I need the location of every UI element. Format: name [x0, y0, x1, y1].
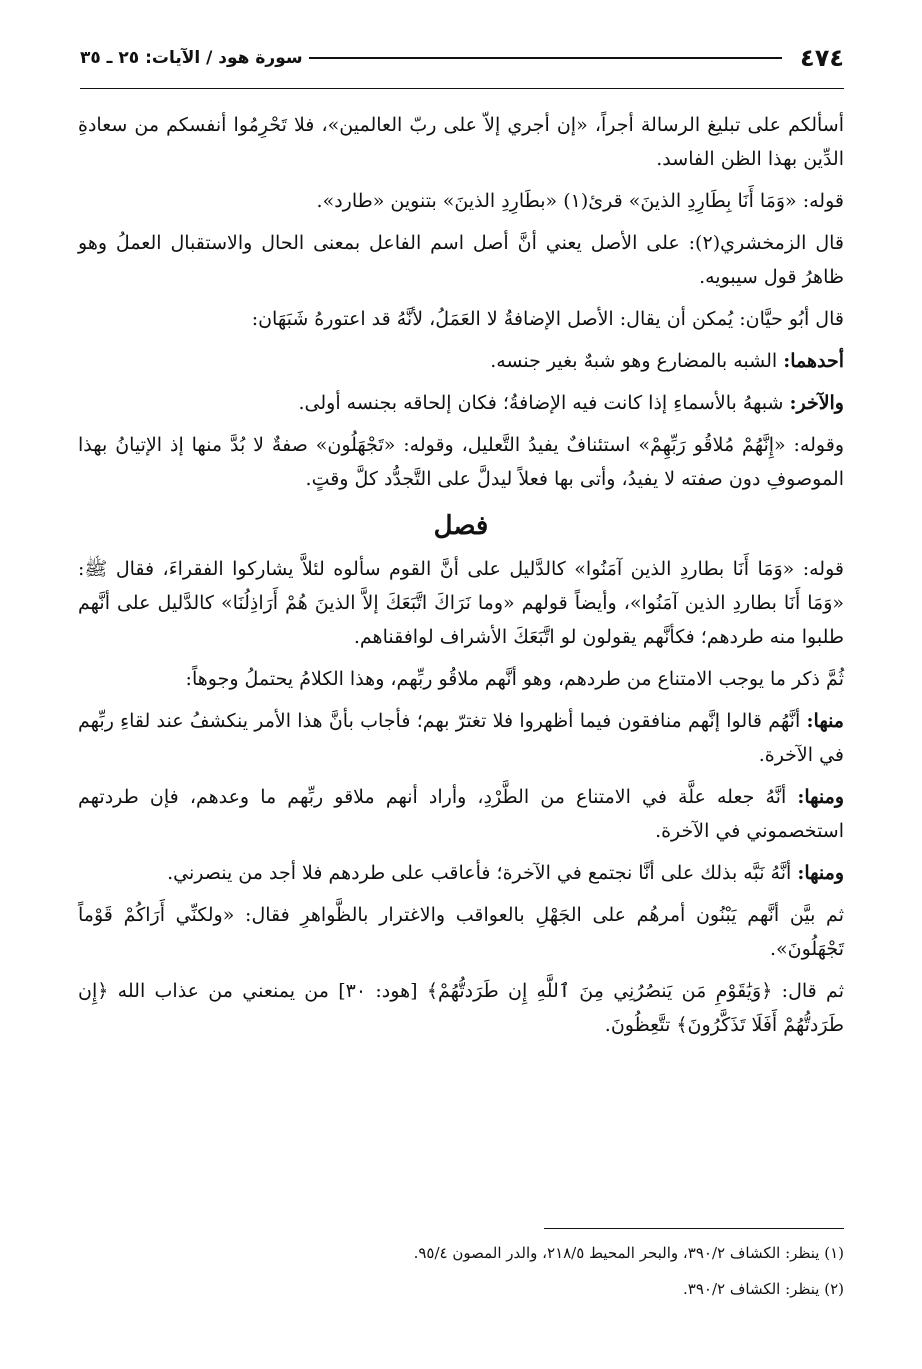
paragraph	[78, 302, 844, 336]
paragraph	[78, 386, 844, 420]
paragraph	[78, 226, 844, 294]
paragraph-lead: ومنها:	[797, 862, 844, 884]
footnote: (٢) ينظر: الكشاف ٣٩٠/٢.	[683, 1280, 844, 1298]
paragraph-lead: منها:	[806, 710, 844, 732]
running-header	[80, 38, 844, 78]
paragraph-lead: والآخر:	[789, 392, 844, 414]
footnote-divider	[544, 1228, 844, 1229]
paragraph-text: شبههُ بالأسماءِ إذا كانت فيه الإضافةُ؛ فكان إلحاقه بجنسه أولى.	[298, 392, 790, 414]
paragraph	[78, 184, 844, 218]
paragraph-text: وقوله: «إِنَّهُمْ مُلاقُو رَبِّهِمْ» استئنافٌ يفيدُ التَّعليل، وقوله: «تَجْهَلُون» صفةٌ لا بُدَّ منها إذ الإتيانُ بهذا الموصوفِ دون صفته لا يفيدُ، وأتى بها فعلاً ليدلَّ على التَّجدُّد كلَّ وقتٍ.	[78, 434, 844, 490]
paragraph	[78, 974, 844, 1042]
paragraph-text: قوله: «وَمَا أَنَا بطاردِ الذين آمَنُوا» كالدَّليل على أنَّ القوم سألوه لئلاَّ يشاركوا الفقراءَ، فقال ﷺ: «وَمَا أَنَا بطاردِ الذين آمَنُوا»، وأيضاً قولهم «وما نَرَاكَ اتَّبَعَكَ إلاَّ الذينَ هُمْ أَرَاذِلُنَا» كالدَّليل على أنَّهم طلبوا منه طردهم؛ فكأنَّهم يقولون لو اتَّبَعَكَ الأشراف لوافقناهم.	[78, 558, 844, 648]
running-title: سورة هود / الآيات: ٢٥ ـ ٣٥	[80, 48, 303, 68]
paragraph-text: قوله: «وَمَا أَنَا بِطَارِدِ الذينَ» قرئ(١) «بطَارِدِ الذينَ» بتنوين «طارد».	[316, 190, 844, 212]
paragraph	[78, 662, 844, 696]
page-number: ٤٧٤	[800, 44, 844, 72]
header-rule	[309, 57, 782, 59]
paragraph-lead: أحدهما:	[783, 350, 844, 372]
paragraph-text: ثُمَّ ذكر ما يوجب الامتناع من طردهم، وهو أنَّهم ملاقُو ربِّهم، وهذا الكلامُ يحتملُ وجوهاً:	[185, 668, 844, 690]
paragraph-text: أنَّهُ جعله علَّة في الامتناع من الطَّرْدِ، وأراد أنهم ملاقو ربِّهم ما وعدهم، فإن طردتهم استخصموني في الآخرة.	[78, 786, 844, 842]
paragraph-text: ثم قال: ﴿وَيَٰقَوْمِ مَن يَنصُرُنِي مِنَ ٱللَّهِ إِن طَرَدتُّهُمْ﴾ [هود: ٣٠] من يمنعني من عذاب الله ﴿إِن طَرَدتُّهُمْ أَفَلَا تَذَكَّرُونَ﴾ تتَّعِظُونَ.	[78, 980, 844, 1036]
main-text	[78, 108, 844, 1050]
paragraph	[78, 108, 844, 176]
paragraph	[78, 552, 844, 654]
paragraph	[78, 780, 844, 848]
paragraph-lead: ومنها:	[797, 786, 844, 808]
paragraph-text: أنَّهُ نَبَّه بذلك على أنَّا نجتمع في الآخرة؛ فأعاقب على طردهم فلا أجد من ينصرني.	[167, 862, 798, 884]
paragraph-text: أنَّهُم قالوا إنَّهم منافقون فيما أظهروا فلا تغترّ بهم؛ فأجاب بأنَّ هذا الأمر ينكشفُ عند لقاءِ ربِّهم في الآخرة.	[78, 710, 844, 766]
paragraph-text: أسألكم على تبليغ الرسالة أجراً، «إن أجري إلاّ على ربّ العالمين»، فلا تَحْرِمُوا أنفسكم من سعادةِ الدِّين بهذا الظن الفاسد.	[78, 114, 844, 170]
paragraph-text: قال الزمخشري(٢): على الأصل يعني أنَّ أصل اسم الفاعل بمعنى الحال والاستقبال العملُ وهو ظاهرُ قول سيبويه.	[78, 232, 844, 288]
paragraph	[78, 344, 844, 378]
paragraph	[78, 428, 844, 496]
paragraph-text: الشبه بالمضارع وهو شبهٌ بغير جنسه.	[490, 350, 784, 372]
section-heading: فصل	[433, 511, 489, 541]
paragraph-text: قال أبُو حيَّان: يُمكن أن يقال: الأصل الإضافةُ لا العَمَلُ، لأنَّهُ قد اعتورهُ شَبَهَان:	[251, 308, 844, 330]
paragraph-text: ثم بيَّن أنَّهم يَبْنُون أمرهُم على الجَهْلِ بالعواقب والاغترار بالظَّواهرِ فقال: «ولكنِّي أَرَاكُمْ قَوْماً تَجْهَلُونَ».	[78, 904, 844, 960]
header-divider	[80, 88, 844, 89]
paragraph	[78, 898, 844, 966]
footnotes	[78, 1238, 844, 1310]
paragraph	[78, 704, 844, 772]
footnote: (١) ينظر: الكشاف ٣٩٠/٢، والبحر المحيط ٢١٨/٥، والدر المصون ٩٥/٤.	[413, 1244, 844, 1262]
paragraph	[78, 856, 844, 890]
